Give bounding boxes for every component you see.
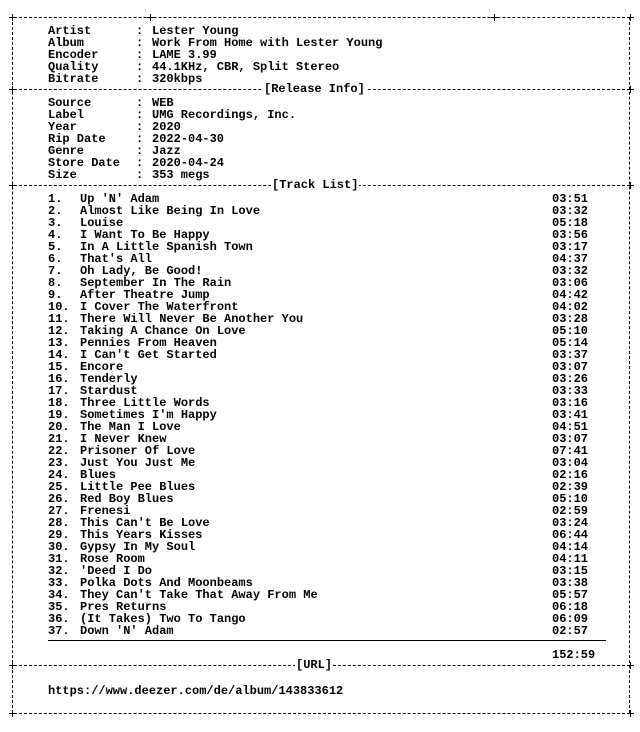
header-label: Quality <box>48 60 99 74</box>
track-number: 14. <box>48 348 70 362</box>
track-number: 3. <box>48 216 63 230</box>
track-title: Three Little Words <box>80 396 210 410</box>
track-title: This Can't Be Love <box>80 516 210 530</box>
header-colon: : <box>136 24 144 38</box>
track-number: 21. <box>48 432 70 446</box>
track-title: Pres Returns <box>80 600 167 614</box>
header-label: Album <box>48 36 85 50</box>
track-title: They Can't Take That Away From Me <box>80 588 318 602</box>
track-number: 34. <box>48 588 70 602</box>
track-title: Sometimes I'm Happy <box>80 408 217 422</box>
track-number: 19. <box>48 408 70 422</box>
track-title: After Theatre Jump <box>80 288 210 302</box>
track-list-rule-title: [Track List] <box>272 178 359 192</box>
track-duration: 02:59 <box>552 504 589 518</box>
track-number: 11. <box>48 312 70 326</box>
track-title: Prisoner Of Love <box>80 444 196 458</box>
release-info-value: 2022-04-30 <box>152 132 225 146</box>
release-info-colon: : <box>136 168 144 182</box>
release-info-value: 2020 <box>152 120 181 134</box>
border-plus-icon <box>491 14 498 21</box>
track-title: Polka Dots And Moonbeams <box>80 576 253 590</box>
track-title: I Never Knew <box>80 432 167 446</box>
track-duration: 03:32 <box>552 204 589 218</box>
total-separator <box>48 640 606 641</box>
track-number: 5. <box>48 240 63 254</box>
header-colon: : <box>136 72 144 86</box>
header-value: 320kbps <box>152 72 203 86</box>
release-info-label: Year <box>48 120 77 134</box>
track-number: 17. <box>48 384 70 398</box>
track-duration: 03:07 <box>552 432 589 446</box>
header-label: Artist <box>48 24 92 38</box>
track-title: Down 'N' Adam <box>80 624 174 638</box>
top-border <box>9 17 630 18</box>
track-title: This Years Kisses <box>80 528 203 542</box>
header-value: 44.1KHz, CBR, Split Stereo <box>152 60 340 74</box>
track-number: 27. <box>48 504 70 518</box>
track-number: 31. <box>48 552 70 566</box>
release-info-label: Rip Date <box>48 132 106 146</box>
track-title: The Man I Love <box>80 420 181 434</box>
release-info-label: Label <box>48 108 85 122</box>
album-url[interactable]: https://www.deezer.com/de/album/143833612 <box>48 684 344 698</box>
track-duration: 04:11 <box>552 552 589 566</box>
header-label: Encoder <box>48 48 99 62</box>
track-duration: 03:24 <box>552 516 589 530</box>
total-duration: 152:59 <box>552 648 596 662</box>
header-colon: : <box>136 48 144 62</box>
corner-plus-icon <box>9 662 16 669</box>
track-number: 36. <box>48 612 70 626</box>
track-number: 22. <box>48 444 70 458</box>
release-info-label: Genre <box>48 144 85 158</box>
track-number: 20. <box>48 420 70 434</box>
corner-plus-icon <box>9 14 16 21</box>
track-duration: 02:16 <box>552 468 589 482</box>
corner-plus-icon <box>9 86 16 93</box>
corner-plus-icon <box>627 14 634 21</box>
track-number: 15. <box>48 360 70 374</box>
release-info-colon: : <box>136 120 144 134</box>
track-duration: 03:41 <box>552 408 589 422</box>
track-number: 30. <box>48 540 70 554</box>
track-duration: 05:57 <box>552 588 589 602</box>
release-info-label: Store Date <box>48 156 121 170</box>
track-title: That's All <box>80 252 153 266</box>
track-duration: 03:51 <box>552 192 589 206</box>
track-number: 33. <box>48 576 70 590</box>
release-info-label: Source <box>48 96 92 110</box>
track-duration: 04:14 <box>552 540 589 554</box>
track-title: In A Little Spanish Town <box>80 240 253 254</box>
track-title: Taking A Chance On Love <box>80 324 246 338</box>
track-number: 25. <box>48 480 70 494</box>
track-duration: 04:51 <box>552 420 589 434</box>
track-title: There Will Never Be Another You <box>80 312 304 326</box>
track-title: September In The Rain <box>80 276 232 290</box>
track-duration: 06:18 <box>552 600 589 614</box>
track-title: Rose Room <box>80 552 145 566</box>
track-duration: 02:39 <box>552 480 589 494</box>
track-title: Stardust <box>80 384 138 398</box>
release-info-colon: : <box>136 144 144 158</box>
bottom-border <box>9 713 630 714</box>
track-number: 10. <box>48 300 70 314</box>
corner-plus-icon <box>627 710 634 717</box>
track-title: Frenesi <box>80 504 131 518</box>
track-duration: 04:42 <box>552 288 589 302</box>
track-number: 1. <box>48 192 63 206</box>
track-number: 26. <box>48 492 70 506</box>
track-duration: 07:41 <box>552 444 589 458</box>
track-number: 35. <box>48 600 70 614</box>
corner-plus-icon <box>627 182 634 189</box>
track-duration: 03:32 <box>552 264 589 278</box>
track-duration: 03:06 <box>552 276 589 290</box>
track-duration: 03:15 <box>552 564 589 578</box>
track-title: Blues <box>80 468 117 482</box>
track-number: 2. <box>48 204 63 218</box>
track-number: 12. <box>48 324 70 338</box>
track-title: I Want To Be Happy <box>80 228 210 242</box>
track-duration: 03:37 <box>552 348 589 362</box>
track-number: 6. <box>48 252 63 266</box>
track-title: (It Takes) Two To Tango <box>80 612 246 626</box>
track-number: 28. <box>48 516 70 530</box>
track-number: 7. <box>48 264 63 278</box>
header-colon: : <box>136 60 144 74</box>
release-info-value: UMG Recordings, Inc. <box>152 108 297 122</box>
track-title: Red Boy Blues <box>80 492 174 506</box>
header-value: Lester Young <box>152 24 239 38</box>
track-duration: 06:44 <box>552 528 589 542</box>
border-plus-icon <box>147 14 154 21</box>
track-duration: 03:33 <box>552 384 589 398</box>
track-title: I Can't Get Started <box>80 348 217 362</box>
track-number: 32. <box>48 564 70 578</box>
release-info-colon: : <box>136 108 144 122</box>
track-duration: 03:07 <box>552 360 589 374</box>
track-duration: 03:16 <box>552 396 589 410</box>
track-number: 18. <box>48 396 70 410</box>
header-value: Work From Home with Lester Young <box>152 36 383 50</box>
release-info-value: 2020-04-24 <box>152 156 225 170</box>
track-title: Encore <box>80 360 124 374</box>
track-duration: 05:14 <box>552 336 589 350</box>
url-rule-title: [URL] <box>296 658 333 672</box>
track-title: I Cover The Waterfront <box>80 300 239 314</box>
track-title: Oh Lady, Be Good! <box>80 264 203 278</box>
release-info-value: WEB <box>152 96 174 110</box>
track-title: Little Pee Blues <box>80 480 196 494</box>
header-colon: : <box>136 36 144 50</box>
corner-plus-icon <box>627 86 634 93</box>
track-duration: 03:17 <box>552 240 589 254</box>
track-duration: 03:04 <box>552 456 589 470</box>
track-duration: 03:38 <box>552 576 589 590</box>
track-title: Pennies From Heaven <box>80 336 217 350</box>
header-label: Bitrate <box>48 72 99 86</box>
track-number: 37. <box>48 624 70 638</box>
release-info-label: Size <box>48 168 77 182</box>
track-duration: 03:28 <box>552 312 589 326</box>
track-number: 9. <box>48 288 63 302</box>
track-duration: 05:10 <box>552 324 589 338</box>
track-title: Up 'N' Adam <box>80 192 160 206</box>
track-title: Just You Just Me <box>80 456 196 470</box>
release-info-colon: : <box>136 156 144 170</box>
release-info-value: Jazz <box>152 144 181 158</box>
track-duration: 04:02 <box>552 300 589 314</box>
header-value: LAME 3.99 <box>152 48 217 62</box>
track-title: Gypsy In My Soul <box>80 540 196 554</box>
corner-plus-icon <box>9 182 16 189</box>
track-title: Tenderly <box>80 372 138 386</box>
track-number: 16. <box>48 372 70 386</box>
release-info-value: 353 megs <box>152 168 210 182</box>
track-duration: 03:56 <box>552 228 589 242</box>
track-duration: 05:18 <box>552 216 589 230</box>
corner-plus-icon <box>627 662 634 669</box>
release-info-colon: : <box>136 132 144 146</box>
track-number: 8. <box>48 276 63 290</box>
track-number: 23. <box>48 456 70 470</box>
track-number: 13. <box>48 336 70 350</box>
track-duration: 06:09 <box>552 612 589 626</box>
track-number: 24. <box>48 468 70 482</box>
track-duration: 03:26 <box>552 372 589 386</box>
track-number: 29. <box>48 528 70 542</box>
track-title: Almost Like Being In Love <box>80 204 261 218</box>
track-duration: 04:37 <box>552 252 589 266</box>
track-duration: 02:57 <box>552 624 589 638</box>
track-title: Louise <box>80 216 124 230</box>
track-title: 'Deed I Do <box>80 564 153 578</box>
track-number: 4. <box>48 228 63 242</box>
track-duration: 05:10 <box>552 492 589 506</box>
corner-plus-icon <box>9 710 16 717</box>
release-info-rule-title: [Release Info] <box>264 82 365 96</box>
release-info-colon: : <box>136 96 144 110</box>
